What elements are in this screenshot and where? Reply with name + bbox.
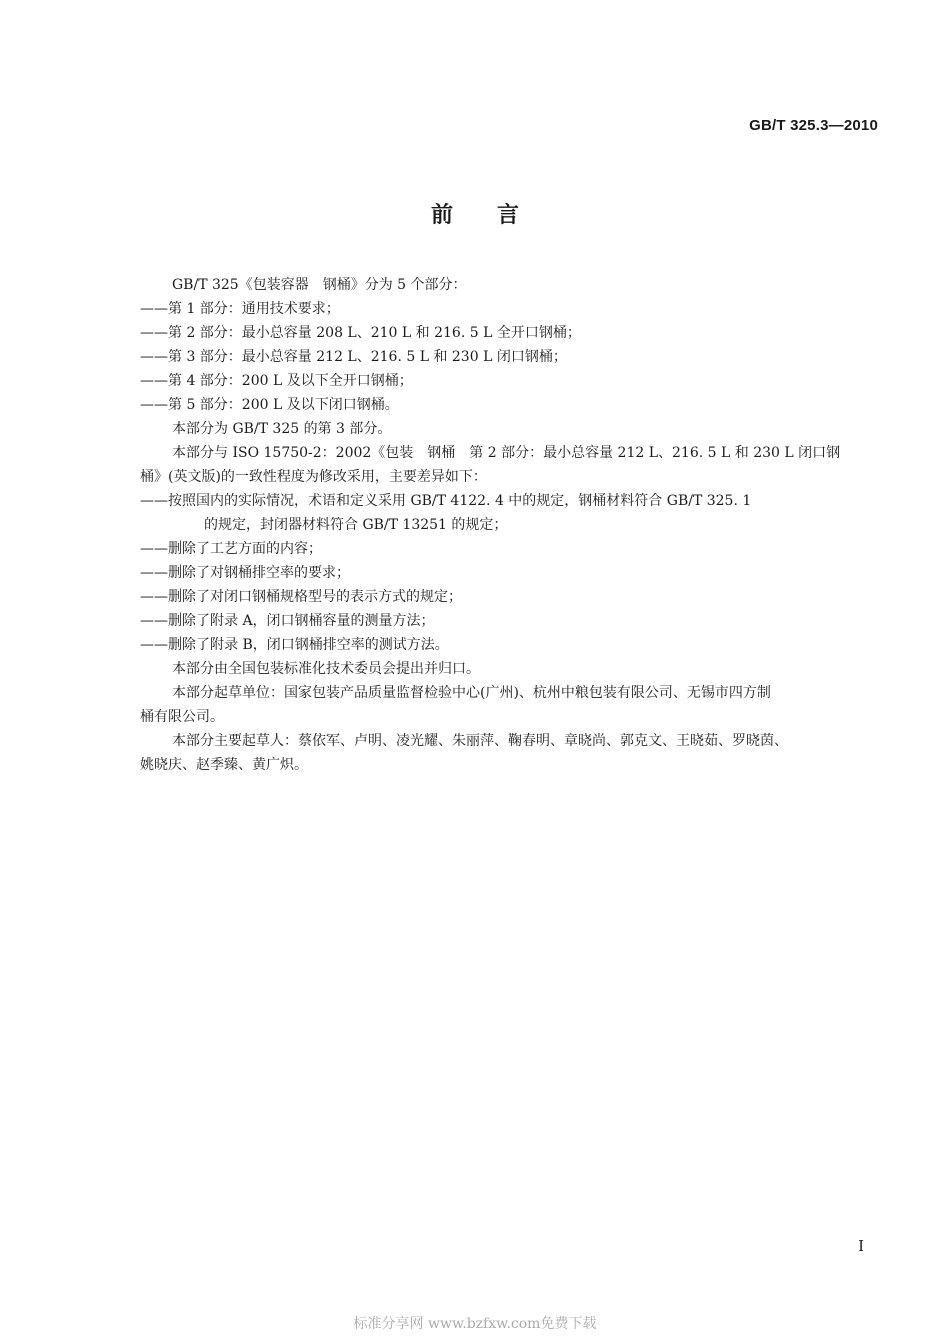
difference-list-item: ——删除了对闭口钢桶规格型号的表示方式的规定；	[140, 589, 462, 605]
standard-number: GB/T 325.3—2010	[749, 117, 878, 134]
iso-relation-paragraph: 本部分与 ISO 15750-2：2002《包装 钢桶 第 2 部分：最小总容量 212 L、216. 5 L 和 230 L 闭口钢	[172, 445, 841, 461]
document-body	[140, 273, 880, 777]
part-list-item: ——第 5 部分：200 L 及以下闭口钢桶。	[140, 397, 399, 413]
difference-list-item: ——按照国内的实际情况，术语和定义采用 GB/T 4122. 4 中的规定，钢桶材料符合 GB/T 325. 1	[140, 493, 752, 509]
part-list-item: ——第 2 部分：最小总容量 208 L、210 L 和 216. 5 L 全开口钢桶；	[140, 325, 581, 341]
difference-list-item: ——删除了对钢桶排空率的要求；	[140, 565, 350, 581]
difference-list-item-cont: 的规定，封闭器材料符合 GB/T 13251 的规定；	[204, 517, 508, 533]
committee-paragraph: 本部分由全国包装标准化技术委员会提出并归口。	[172, 661, 480, 677]
watermark-text: 标准分享网 www.bzfxw.com免费下载	[353, 1316, 597, 1332]
difference-list-item: ——删除了附录 A，闭口钢桶容量的测量方法；	[140, 613, 435, 629]
part-list-item: ——第 3 部分：最小总容量 212 L、216. 5 L 和 230 L 闭口钢桶；	[140, 349, 567, 365]
iso-relation-paragraph-cont: 桶》(英文版)的一致性程度为修改采用，主要差异如下：	[140, 469, 487, 485]
drafting-units-paragraph: 本部分起草单位：国家包装产品质量监督检验中心(广州)、杭州中粮包装有限公司、无锡市四方制	[172, 685, 771, 701]
difference-list-item: ——删除了工艺方面的内容；	[140, 541, 322, 557]
part-list-item: ——第 4 部分：200 L 及以下全开口钢桶；	[140, 373, 413, 389]
difference-list-item: ——删除了附录 B，闭口钢桶排空率的测试方法。	[140, 637, 449, 653]
drafting-units-paragraph-cont: 桶有限公司。	[140, 709, 224, 725]
intro-paragraph: GB/T 325《包装容器 钢桶》分为 5 个部分：	[172, 277, 467, 293]
drafters-paragraph-cont: 姚晓庆、赵季臻、黄广炽。	[140, 757, 308, 773]
part-list-item: ——第 1 部分：通用技术要求；	[140, 301, 340, 317]
part-statement-paragraph: 本部分为 GB/T 325 的第 3 部分。	[172, 421, 392, 437]
page-title: 前言	[430, 203, 563, 228]
drafters-paragraph: 本部分主要起草人：蔡依军、卢明、凌光耀、朱丽萍、鞠春明、章晓尚、郭克文、王晓茹、罗晓茵、	[172, 733, 788, 749]
page-number: I	[858, 1237, 864, 1255]
